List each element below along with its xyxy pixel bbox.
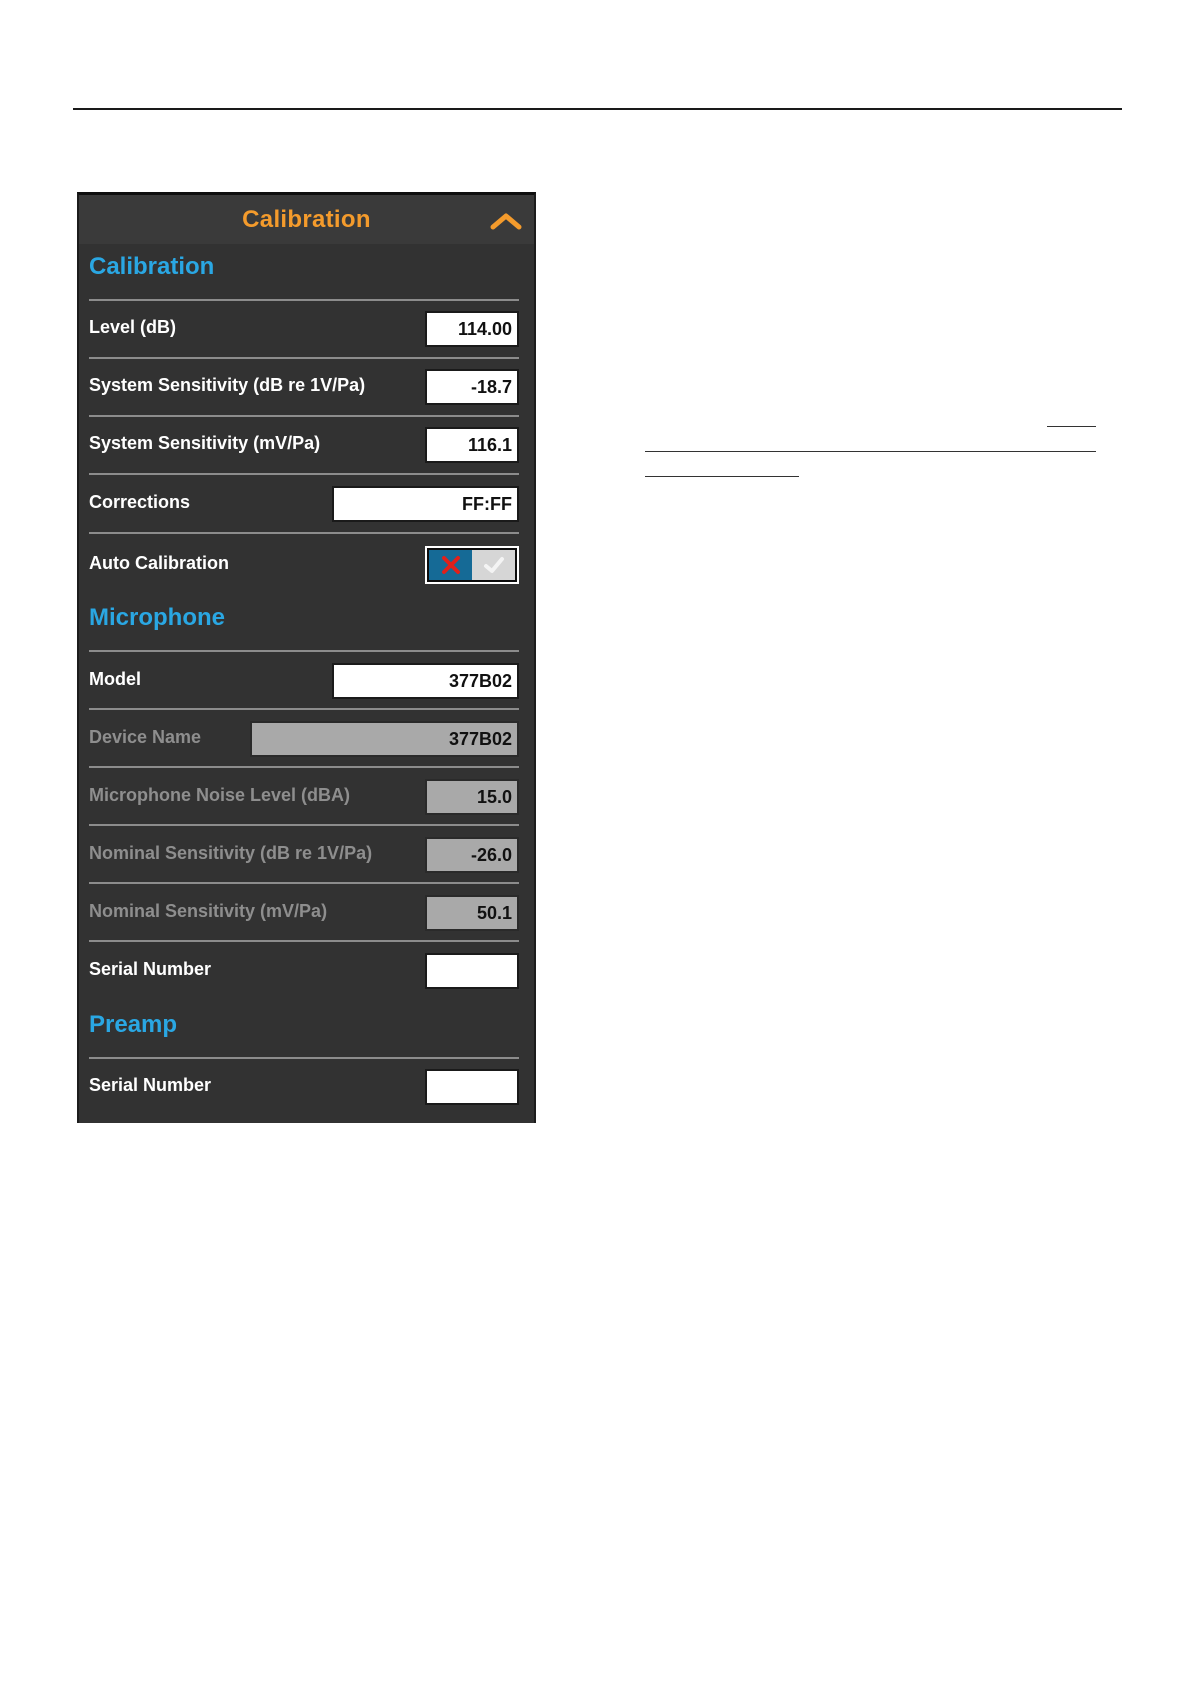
calibration-panel [77,192,536,1123]
separator [89,708,519,710]
separator [89,940,519,942]
nominal-sensitivity-db-field: -26.0 [425,837,519,873]
separator [89,766,519,768]
preamp-serial-label: Serial Number [89,1075,212,1095]
microphone-serial-input[interactable] [425,953,519,989]
noise-level-field: 15.0 [425,779,519,815]
toggle-on-segment[interactable] [472,550,515,580]
device-name-label: Device Name [89,727,202,747]
corrections-label: Corrections [89,492,191,512]
microphone-serial-label: Serial Number [89,959,212,979]
blank-line [645,451,1096,452]
separator [89,650,519,652]
nominal-sensitivity-mv-label: Nominal Sensitivity (mV/Pa) [89,901,328,921]
level-input[interactable]: 114.00 [425,311,519,347]
model-input[interactable]: 377B02 [332,663,519,699]
separator [89,882,519,884]
system-sensitivity-mv-label: System Sensitivity (mV/Pa) [89,433,321,453]
noise-level-label: Microphone Noise Level (dBA) [89,785,351,805]
check-icon [483,554,505,576]
separator [89,1057,519,1059]
system-sensitivity-db-label: System Sensitivity (dB re 1V/Pa) [89,375,366,395]
x-icon [440,554,462,576]
auto-calibration-toggle[interactable] [425,546,519,584]
toggle-off-segment[interactable] [429,550,472,580]
panel-title: Calibration [242,205,371,233]
section-title-preamp: Preamp [89,1011,178,1038]
corrections-input[interactable]: FF:FF [332,486,519,522]
model-label: Model [89,669,141,689]
preamp-serial-input[interactable] [425,1069,519,1105]
blank-line [1047,426,1096,427]
panel-header[interactable] [79,195,534,244]
chevron-up-icon[interactable] [490,212,522,230]
separator [89,357,519,359]
level-label: Level (dB) [89,317,177,337]
page-header-rule [73,108,1122,110]
nominal-sensitivity-db-label: Nominal Sensitivity (dB re 1V/Pa) [89,843,373,863]
system-sensitivity-mv-input[interactable]: 116.1 [425,427,519,463]
blank-line [645,476,799,477]
device-name-field: 377B02 [250,721,519,757]
separator [89,473,519,475]
separator [89,299,519,301]
section-title-calibration: Calibration [89,253,215,280]
separator [89,532,519,534]
separator [89,824,519,826]
section-title-microphone: Microphone [89,604,225,631]
separator [89,415,519,417]
nominal-sensitivity-mv-field: 50.1 [425,895,519,931]
system-sensitivity-db-input[interactable]: -18.7 [425,369,519,405]
auto-calibration-label: Auto Calibration [89,553,229,573]
